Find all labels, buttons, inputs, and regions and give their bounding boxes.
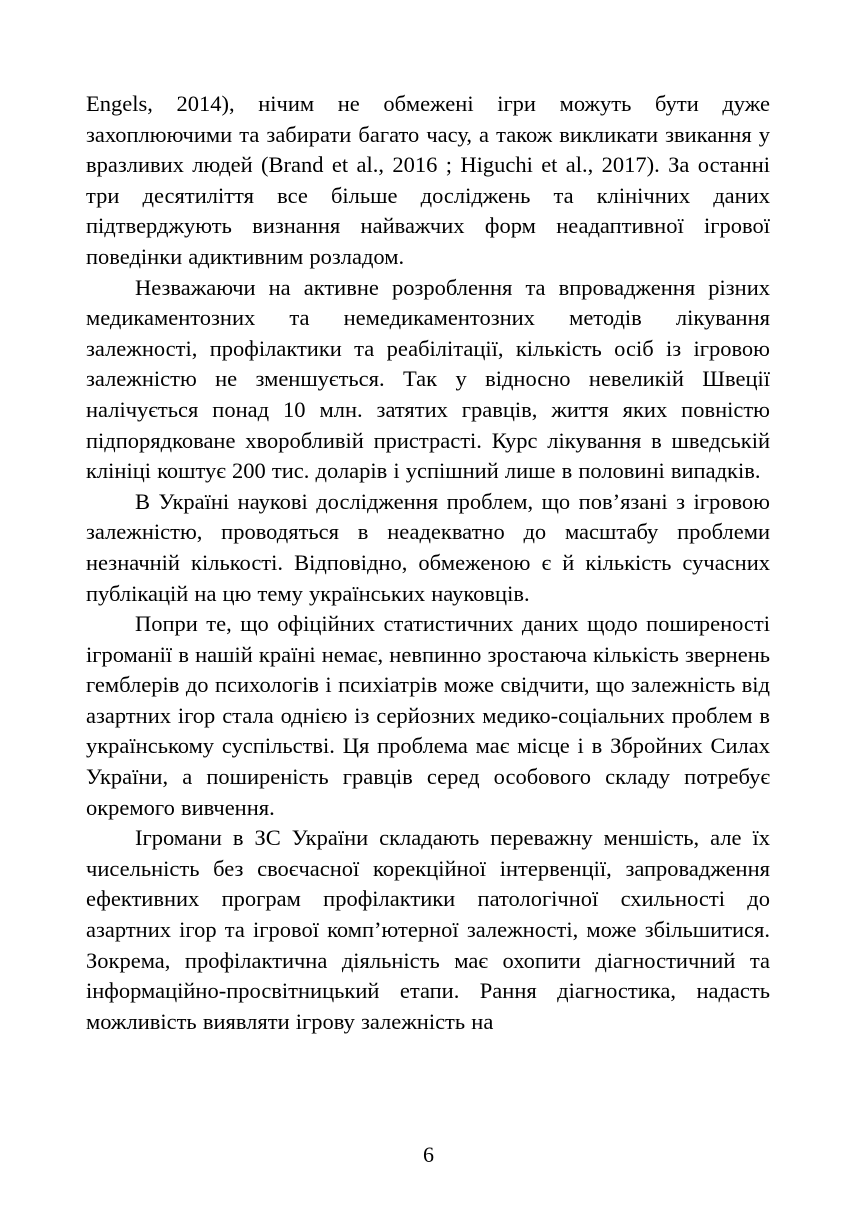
paragraph: Engels, 2014), нічим не обмежені ігри можуть бути дуже захоплюючими та забирати багато часу, а також викликати звикання у вразливих людей (Brand et al., 2016 ; Higuchi et al., 2017). За останні три десятиліття все більше досліджень та клінічних даних підтверджують визнання найважчих форм неадаптивної ігрової поведінки адиктивним розладом.: [86, 91, 770, 269]
paragraph: Попри те, що офіційних статистичних даних щодо поширеності ігроманії в нашій країні немає, невпинно зростаюча кількість звернень гемблерів до психологів і психіатрів може свідчити, що залежність від азартних ігор стала однією із серйозних медико-соціальних проблем в українському суспільстві. Ця проблема має місце і в Збройних Силах України, а поширеність гравців серед особового складу потребує окремого вивчення.: [86, 611, 770, 820]
body-text-block: [86, 89, 770, 1037]
page-number: 6: [423, 1142, 434, 1167]
paragraph: Ігромани в ЗС України складають переважну меншість, але їх чисельність без своєчасної корекційної інтервенції, запровадження ефективних програм профілактики патологічної схильності до азартних ігор та ігрової комп’ютерної залежності, може збільшитися. Зокрема, профілактична діяльність має охопити діагностичний та інформаційно-просвітницький етапи. Рання діагностика, надасть можливість виявляти ігрову залежність на: [86, 825, 770, 1034]
paragraph: Незважаючи на активне розроблення та впровадження різних медикаментозних та немедикаментозних методів лікування залежності, профілактики та реабілітації, кількість осіб із ігровою залежністю не зменшується. Так у відносно невеликій Швеції налічується понад 10 млн. затятих гравців, життя яких повністю підпорядковане хворобливій пристрасті. Курс лікування в шведській клініці коштує 200 тис. доларів і успішний лише в половині випадків.: [86, 274, 770, 484]
paragraph: В Україні наукові дослідження проблем, що пов’язані з ігровою залежністю, проводяться в неадекватно до масштабу проблеми незначній кількості. Відповідно, обмеженою є й кількість сучасних публікацій на цю тему українських науковців.: [86, 488, 770, 606]
